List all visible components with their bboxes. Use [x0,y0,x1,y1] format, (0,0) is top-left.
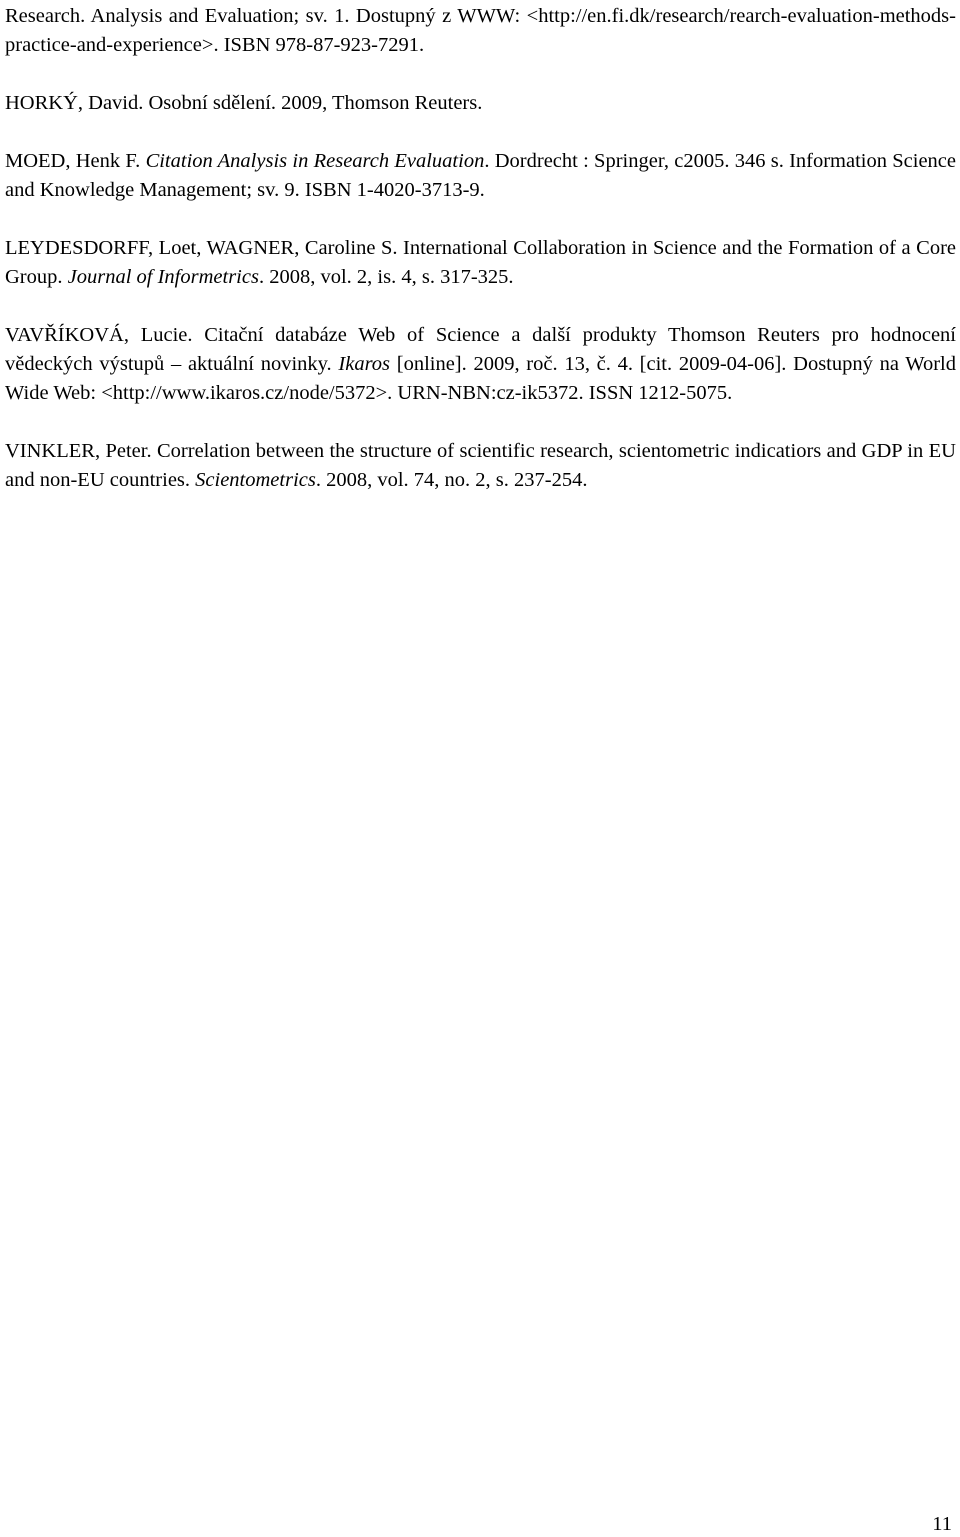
reference-text: . 2008, vol. 2, is. 4, s. 317-325. [258,266,514,288]
reference-list [5,2,956,524]
reference-vinkler [5,437,956,495]
reference-title-italic: Journal of Informetrics [67,266,259,288]
reference-text: VINKLER, Peter. Correlation between the structure of scientific research, scientometric indicatiors and GDP in EU and non-EU countries. [5,440,956,491]
reference-text: MOED, Henk F. [5,150,146,172]
reference-title-italic: Citation Analysis in Research Evaluation [145,150,485,172]
reference-continued [5,2,956,60]
reference-horky [5,89,956,118]
page-number: 11 [932,1513,952,1535]
reference-title-italic: Scientometrics [195,469,316,491]
reference-moed [5,147,956,205]
reference-text: VAVŘÍKOVÁ, Lucie. Citační databáze Web of Science a další produkty Thomson Reuters pro hodnocení vědeckých výstupů – aktuální novinky. [5,324,956,375]
reference-text: . 2008, vol. 74, no. 2, s. 237-254. [315,469,588,491]
reference-text: LEYDESDORFF, Loet, WAGNER, Caroline S. International Collaboration in Science and the Formation of a Core Group. [5,237,956,288]
reference-text: HORKÝ, David. Osobní sdělení. 2009, Thomson Reuters. [5,92,483,114]
reference-title-italic: Ikaros [338,353,391,375]
reference-leydesdorff [5,234,956,292]
reference-text: [online]. 2009, roč. 13, č. 4. [cit. 2009-04-06]. Dostupný na World Wide Web: <http://www.ikaros.cz/node/5372>. URN-NBN:cz-ik5372. ISSN 1212-5075. [5,353,957,404]
reference-text: Research. Analysis and Evaluation; sv. 1. Dostupný z WWW: <http://en.fi.dk/research/rearch-evaluation-methods-practice-and-experience>. ISBN 978-87-923-7291. [5,5,956,56]
reference-text: . Dordrecht : Springer, c2005. 346 s. Information Science and Knowledge Management; sv. 9. ISBN 1-4020-3713-9. [5,150,956,201]
reference-vavrikova [5,321,956,408]
